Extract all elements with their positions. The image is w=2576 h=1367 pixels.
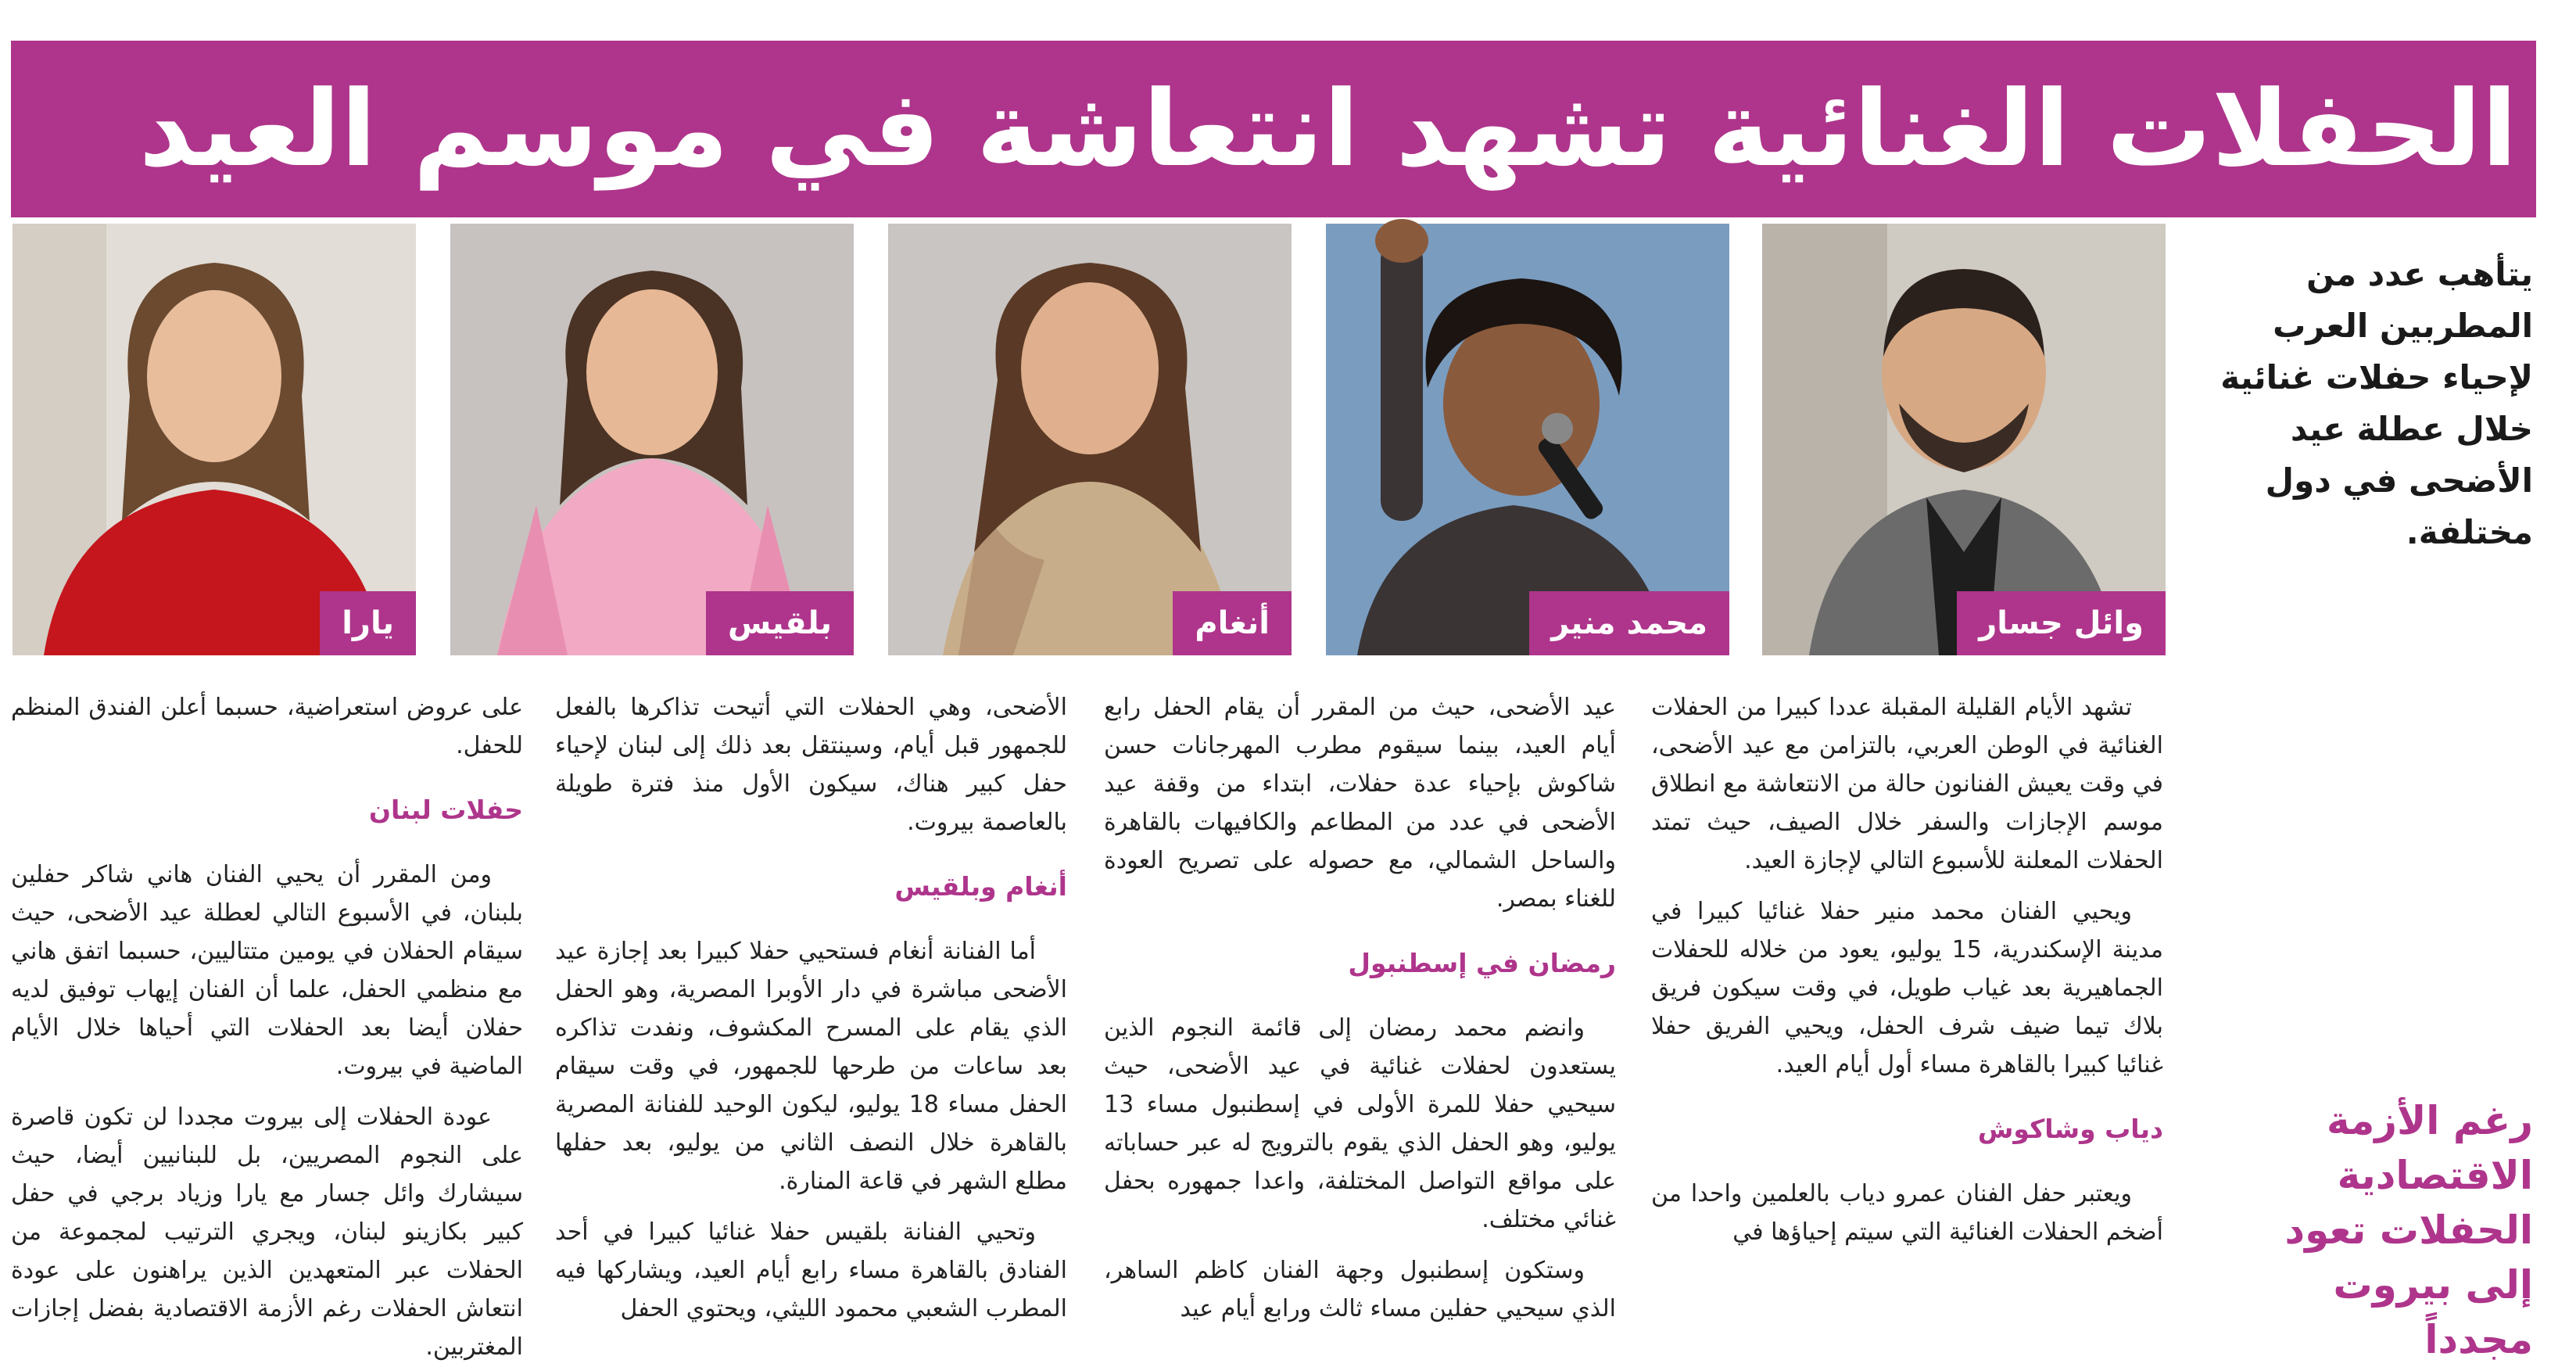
raised-hand <box>1375 219 1428 263</box>
paragraph: عودة الحفلات إلى بيروت مجددا لن تكون قاصرة على النجوم المصريين، بل للبنانيين أيضا، حيث سيشارك وائل جسار مع يارا وزياد برجي في حفل كبير بكازينو لبنان، ويجري الترتيب لمجموعة من الحفلات عبر المتعهدين الذين يراهنون على عودة انتعاش الحفلات رغم الأزمة الاقتصادية بفضل إجازات المغتربين. <box>11 1103 523 1361</box>
paragraph: وانضم محمد رمضان إلى قائمة النجوم الذين يستعدون لحفلات غنائية في عيد الأضحى، حيث سيحيي حفلا للمرة الأولى في إسطنبول مساء 13 يوليو، وهو الحفل الذي يقوم بالترويج له عبر حساباته على مواقع التواصل المختلفة، واعدا جمهوره بحفل غنائي مختلف. <box>1104 1014 1616 1233</box>
article-column-4 <box>11 688 523 1361</box>
paragraph: ويحيي الفنان محمد منير حفلا غنائيا كبيرا في مدينة الإسكندرية، 15 يوليو، يعود من خلاله للحفلات الجماهيرية بعد غياب طويل، في وقت سيكون فريق بلاك تيما ضيف شرف الحفل، ويحيي الفريق حفلا غنائيا كبيرا بالقاهرة مساء أول أيام العيد. <box>1651 898 2163 1078</box>
subheading: دياب وشاكوش <box>1977 1114 2163 1144</box>
paragraph: الأضحى، وهي الحفلات التي أتيحت تذاكرها بالفعل للجمهور قبل أيام، وسينتقل بعد ذلك إلى لبنان لإحياء حفل كبير هناك، سيكون الأول منذ فترة طويلة بالعاصمة بيروت. <box>555 694 1067 836</box>
photo-caption: محمد منير <box>1529 591 1729 655</box>
photo-wael-jassar <box>1762 224 2166 655</box>
face <box>1021 282 1159 454</box>
paragraph: وستكون إسطنبول وجهة الفنان كاظم الساهر، الذي سيحيي حفلين مساء ثالث ورابع أيام عيد <box>1104 1257 1616 1322</box>
photo-caption: أنغام <box>1173 591 1292 655</box>
page-headline: الحفلات الغنائية تشهد انتعاشة في موسم العيد <box>138 68 2517 190</box>
article-column-2 <box>1104 688 1616 1323</box>
subheading: حفلات لبنان <box>368 795 523 825</box>
photo-caption: بلقيس <box>706 591 854 655</box>
paragraph: ويعتبر حفل الفنان عمرو دياب بالعلمين واحدا من أضخم الحفلات الغنائية التي سيتم إحياؤها في <box>1651 1180 2163 1246</box>
raised-arm <box>1381 239 1423 521</box>
paragraph: عيد الأضحى، حيث من المقرر أن يقام الحفل رابع أيام العيد، بينما سيقوم مطرب المهرجانات حسن شاكوش بإحياء عدة حفلات، ابتداء من وقفة عيد الأضحى في عدد من المطاعم والكافيهات بالقاهرة والساحل الشمالي، مع حصوله على تصريح العودة للغناء بمصر. <box>1104 694 1616 913</box>
paragraph: وتحيي الفنانة بلقيس حفلا غنائيا كبيرا في أحد الفنادق بالقاهرة مساء رابع أيام العيد، ويشاركها فيه المطرب الشعبي محمود الليثي، ويحتوي الحفل <box>555 1218 1067 1322</box>
paragraph: ومن المقرر أن يحيي الفنان هاني شاكر حفلين بلبنان، في الأسبوع التالي لعطلة عيد الأضحى، حيث سيقام الحفلان في يومين متتاليين، حسبما اتفق هاني مع منظمي الحفل، علما أن الفنان إيهاب توفيق لديه حفلان أيضا بعد الحفلات التي أحياها خلال الأيام الماضية في بيروت. <box>11 861 523 1080</box>
article-column-3 <box>555 688 1067 1323</box>
photo-yara <box>13 224 416 655</box>
photo-angham <box>888 224 1292 655</box>
paragraph: أما الفنانة أنغام فستحيي حفلا كبيرا بعد إجازة عيد الأضحى مباشرة في دار الأوبرا المصرية، وهو الحفل الذي يقام على المسرح المكشوف، ونفدت تذاكره بعد ساعات من طرحها للجمهور، في وقت سيقام الحفل مساء 18 يوليو، ليكون الوحيد للفنانة المصرية بالقاهرة خلال النصف الثاني من يوليو، بعد حفلها مطلع الشهر في قاعة المنارة. <box>555 938 1067 1195</box>
microphone-head <box>1542 413 1573 444</box>
intro-text: يتأهب عدد من المطربين العرب لإحياء حفلات غنائية خلال عطلة عيد الأضحى في دول مختلفة. <box>2220 255 2533 551</box>
pull-quote: رغم الأزمة الاقتصادية الحفلات تعود إلى بيروت مجدداً <box>2284 1098 2533 1362</box>
paragraph: على عروض استعراضية، حسبما أعلن الفندق المنظم للحفل. <box>11 694 523 759</box>
face <box>147 290 281 462</box>
photo-balqees <box>450 224 854 655</box>
article-column-1 <box>1651 688 2163 1323</box>
photo-caption: وائل جسار <box>1957 591 2166 655</box>
photo-caption: يارا <box>320 591 416 655</box>
photo-mohamed-mounir <box>1326 224 1729 655</box>
paragraph: تشهد الأيام القليلة المقبلة عددا كبيرا من الحفلات الغنائية في الوطن العربي، بالتزامن مع عيد الأضحى، في وقت يعيش الفنانون حالة من الانتعاشة مع انطلاق موسم الإجازات والسفر خلال الصيف، حيث تمتد الحفلات المعلنة للأسبوع التالي لإجازة العيد. <box>1651 694 2163 874</box>
subheading: رمضان في إسطنبول <box>1348 948 1616 978</box>
face <box>586 289 718 455</box>
subheading: أنغام وبلقيس <box>894 871 1067 902</box>
